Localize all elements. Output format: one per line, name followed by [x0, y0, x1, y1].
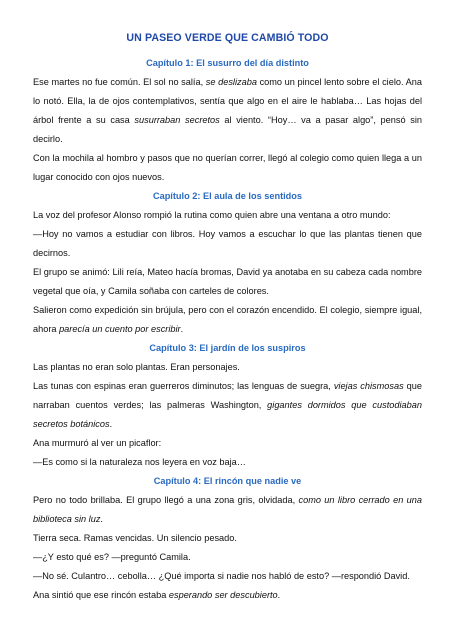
- paragraph: [33, 548, 422, 567]
- paragraph: [33, 434, 422, 453]
- italic-text: se deslizaba: [205, 77, 257, 87]
- italic-text: parecía un cuento por escribir: [59, 324, 181, 334]
- text-run: La voz del profesor Alonso rompió la rutina como quien abre una ventana a otro mundo:: [33, 210, 391, 220]
- text-run: como un pincel lento sobre el cielo. Ana lo notó. Ella, la de ojos contemplativos, sentía que algo en el aire le hablaba… Las hojas del árbol frente a su casa: [33, 77, 422, 125]
- text-run: .: [277, 590, 281, 600]
- text-run: Ese martes no fue común. El sol no salía,: [33, 77, 206, 87]
- text-run: Ana murmuró al ver un picaflor:: [33, 438, 162, 448]
- paragraph: [33, 206, 422, 225]
- paragraph: [33, 149, 422, 187]
- document-title: UN PASEO VERDE QUE CAMBIÓ TODO: [126, 32, 329, 44]
- text-run: —No sé. Culantro… cebolla… ¿Qué importa si nadie nos habló de esto? —respondió David.: [33, 571, 410, 581]
- paragraph: [33, 586, 422, 605]
- paragraph: [33, 73, 422, 149]
- text-run: Las tunas con espinas eran guerreros diminutos; las lenguas de suegra,: [33, 381, 334, 391]
- text-run: al viento. “Hoy… va a pasar algo”, pensó sin decirlo.: [33, 115, 422, 144]
- paragraph: [33, 529, 422, 548]
- text-run: El grupo se animó: Lili reía, Mateo hacía bromas, David ya anotaba en su cabeza cada nombre vegetal que oía, y Camila soñaba con carteles de colores.: [33, 267, 422, 296]
- document-body: [33, 54, 422, 605]
- italic-text: susurraban secretos: [134, 115, 220, 125]
- italic-text: viejas chismosas: [333, 381, 404, 391]
- paragraph: [33, 453, 422, 472]
- chapter-heading: Capítulo 1: El susurro del día distinto: [146, 58, 309, 68]
- text-run: .: [109, 419, 113, 429]
- text-run: Salieron como expedición sin brújula, pero con el corazón encendido. El colegio, siempre igual, ahora: [33, 305, 422, 334]
- paragraph: [33, 377, 422, 434]
- chapter-heading: Capítulo 3: El jardín de los suspiros: [149, 343, 306, 353]
- text-run: Con la mochila al hombro y pasos que no querían correr, llegó al colegio como quien llega a un lugar conocido con ojos nuevos.: [33, 153, 422, 182]
- paragraph: [33, 225, 422, 263]
- paragraph: [33, 301, 422, 339]
- text-run: Las plantas no eran solo plantas. Eran personajes.: [33, 362, 240, 372]
- text-run: —¿Y esto qué es? —preguntó Camila.: [33, 552, 191, 562]
- text-run: que narraban cuentos verdes; las palmeras Washington,: [33, 381, 422, 410]
- paragraph: [33, 567, 422, 586]
- text-run: .: [180, 324, 184, 334]
- text-run: Tierra seca. Ramas vencidas. Un silencio pesado.: [33, 533, 237, 543]
- text-run: .: [100, 514, 103, 524]
- italic-text: como un libro cerrado en una biblioteca sin luz: [33, 495, 422, 524]
- paragraph: [33, 263, 422, 301]
- text-run: —Hoy no vamos a estudiar con libros. Hoy vamos a escuchar lo que las plantas tienen que decirnos.: [33, 229, 422, 258]
- chapter-heading: Capítulo 2: El aula de los sentidos: [152, 191, 303, 201]
- chapter-heading: Capítulo 4: El rincón que nadie ve: [153, 476, 302, 486]
- text-run: Pero no todo brillaba. El grupo llegó a una zona gris, olvidada,: [33, 495, 299, 505]
- paragraph: [33, 491, 422, 529]
- italic-text: esperando ser descubierto: [168, 590, 278, 600]
- text-run: —Es como si la naturaleza nos leyera en voz baja…: [33, 457, 246, 467]
- text-run: Ana sintió que ese rincón estaba: [33, 590, 169, 600]
- italic-text: gigantes dormidos que custodiaban secretos botánicos: [33, 400, 422, 429]
- paragraph: [33, 358, 422, 377]
